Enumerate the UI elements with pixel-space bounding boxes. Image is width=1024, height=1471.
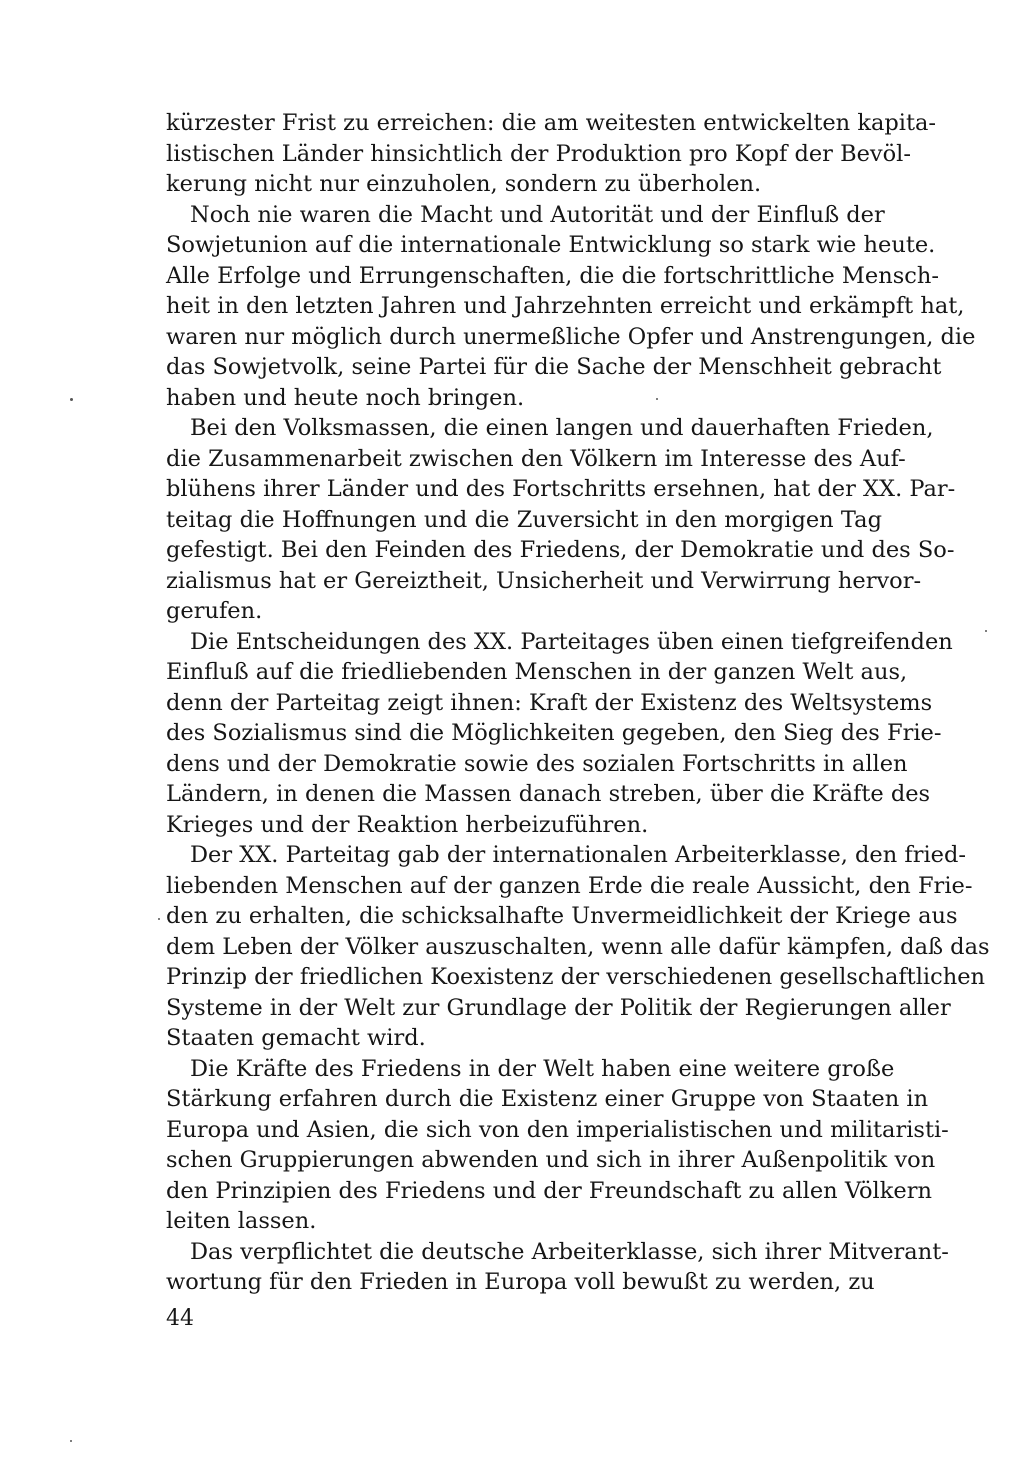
text-line: Ländern, in denen die Massen danach streben, über die Kräfte des	[166, 781, 931, 807]
text-line: Systeme in der Welt zur Grundlage der Politik der Regierungen aller	[166, 994, 951, 1021]
paragraph	[166, 627, 953, 841]
text-line: den Prinzipien des Friedens und der Freundschaft zu allen Völkern	[166, 1177, 932, 1204]
text-line: Stärkung erfahren durch die Existenz einer Gruppe von Staaten in	[166, 1086, 929, 1112]
text-line: haben und heute noch bringen.	[166, 384, 525, 411]
text-line: dens und der Demokratie sowie des sozialen Fortschritts in allen	[166, 750, 908, 777]
scan-speck	[158, 918, 160, 920]
text-line: kürzester Frist zu erreichen: die am weitesten entwickelten kapita-	[166, 110, 937, 136]
paragraph	[166, 1054, 949, 1237]
text-line: leiten lassen.	[166, 1208, 317, 1234]
body-text	[166, 108, 990, 1298]
text-line: dem Leben der Völker auszuschalten, wenn alle dafür kämpfen, daß das	[166, 933, 990, 960]
text-line: Krieges und der Reaktion herbeizuführen.	[166, 811, 649, 838]
paragraph	[166, 108, 937, 200]
scan-speck	[70, 398, 73, 401]
scan-speck	[985, 630, 987, 632]
text-line: zialismus hat er Gereiztheit, Unsicherheit und Verwirrung hervor-	[166, 567, 922, 594]
text-line: den zu erhalten, die schicksalhafte Unvermeidlichkeit der Kriege aus	[166, 903, 958, 929]
text-line: wortung für den Frieden in Europa voll bewußt zu werden, zu	[166, 1269, 875, 1295]
text-line: teitag die Hoffnungen und die Zuversicht in den morgigen Tag	[166, 506, 882, 533]
text-line: Staaten gemacht wird.	[166, 1025, 426, 1051]
text-line: Sowjetunion auf die internationale Entwicklung so stark wie heute.	[166, 232, 936, 258]
scan-speck	[70, 1440, 72, 1442]
paragraph	[166, 1237, 949, 1298]
paragraph	[166, 840, 990, 1054]
text-line: das Sowjetvolk, seine Partei für die Sache der Menschheit gebracht	[166, 354, 942, 380]
text-line: gerufen.	[166, 598, 263, 624]
text-line: Prinzip der friedlichen Koexistenz der verschiedenen gesellschaftlichen	[166, 964, 986, 990]
page-number: 44	[166, 1306, 194, 1331]
text-line: Der XX. Parteitag gab der internationalen Arbeiterklasse, den fried-	[190, 842, 966, 868]
text-line: schen Gruppierungen abwenden und sich in ihrer Außenpolitik von	[166, 1147, 936, 1173]
text-line: Alle Erfolge und Errungenschaften, die die fortschrittliche Mensch-	[166, 262, 939, 289]
text-line: Die Kräfte des Friedens in der Welt haben eine weitere große	[190, 1055, 895, 1082]
text-line: Europa und Asien, die sich von den imperialistischen und militaristi-	[166, 1116, 949, 1143]
text-line: listischen Länder hinsichtlich der Produktion pro Kopf der Bevöl-	[166, 140, 911, 167]
text-line: denn der Parteitag zeigt ihnen: Kraft der Existenz des Weltsystems	[166, 689, 933, 716]
text-line: gefestigt. Bei den Feinden des Friedens, der Demokratie und des So-	[166, 537, 955, 563]
text-line: Bei den Volksmassen, die einen langen und dauerhaften Frieden,	[190, 415, 934, 441]
text-line: Noch nie waren die Macht und Autorität und der Einfluß der	[190, 201, 885, 228]
text-line: Einfluß auf die friedliebenden Menschen in der ganzen Welt aus,	[166, 659, 908, 685]
text-line: des Sozialismus sind die Möglichkeiten gegeben, den Sieg des Frie-	[166, 720, 942, 746]
text-line: Die Entscheidungen des XX. Parteitages üben einen tiefgreifenden	[190, 628, 953, 655]
text-line: waren nur möglich durch unermeßliche Opfer und Anstrengungen, die	[166, 323, 976, 350]
scan-speck	[656, 398, 658, 400]
text-line: blühens ihrer Länder und des Fortschritts ersehnen, hat der XX. Par-	[166, 476, 956, 502]
text-line: heit in den letzten Jahren und Jahrzehnten erreicht und erkämpft hat,	[166, 293, 965, 319]
paragraph	[166, 200, 976, 414]
text-line: liebenden Menschen auf der ganzen Erde die reale Aussicht, den Frie-	[166, 872, 973, 899]
text-line: die Zusammenarbeit zwischen den Völkern im Interesse des Auf-	[166, 445, 906, 472]
text-line: kerung nicht nur einzuholen, sondern zu überholen.	[166, 171, 762, 197]
paragraph	[166, 413, 956, 627]
text-line: Das verpflichtet die deutsche Arbeiterklasse, sich ihrer Mitverant-	[190, 1238, 949, 1265]
